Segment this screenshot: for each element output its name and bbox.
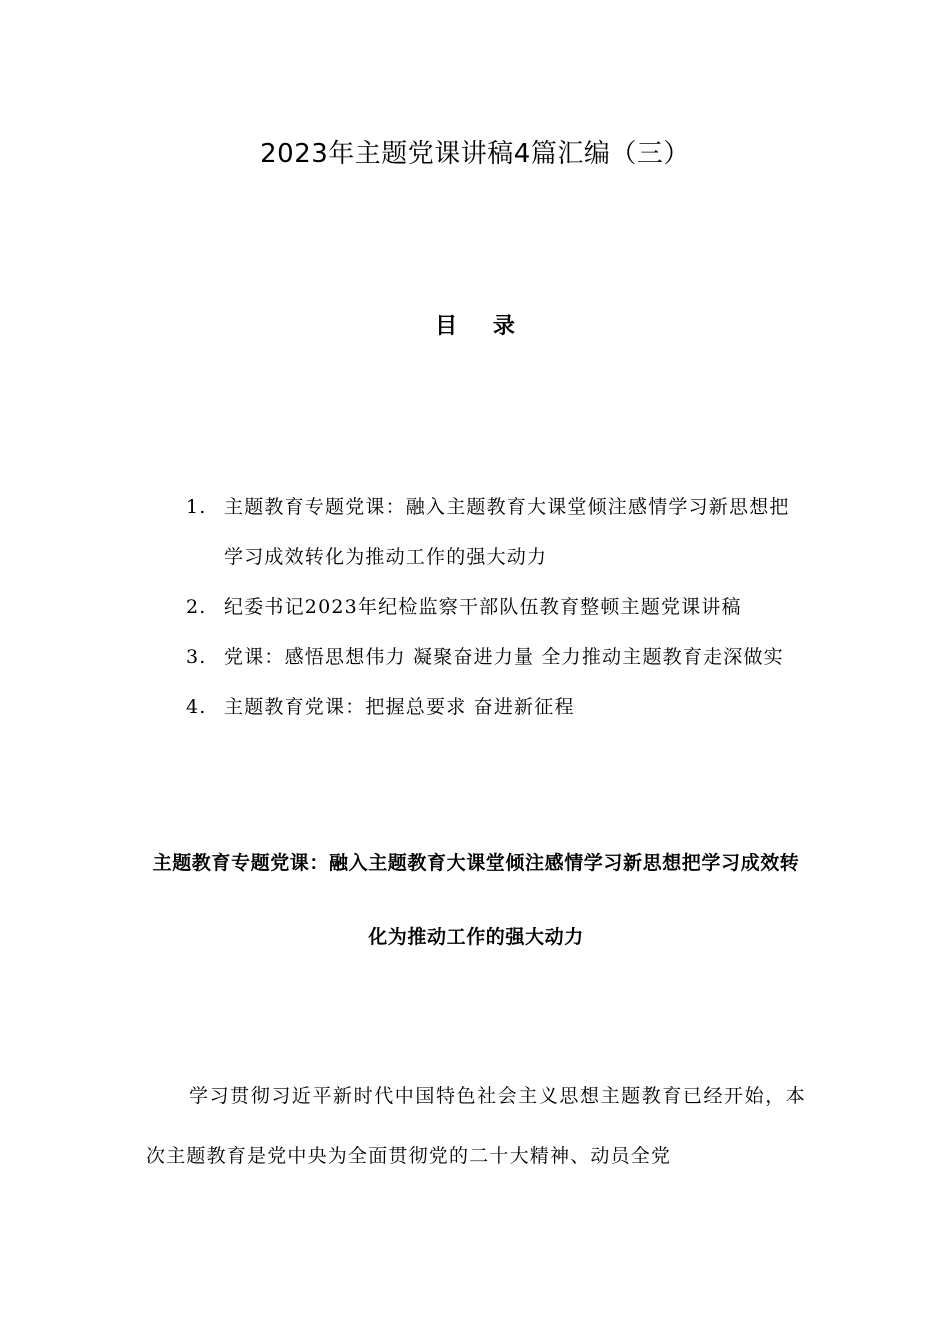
- section-heading: 主题教育专题党课：融入主题教育大课堂倾注感情学习新思想把学习成效转化为推动工作的强大动力: [152, 852, 800, 948]
- toc-item-1: [186, 482, 806, 582]
- toc-item-number: 3.: [186, 646, 207, 668]
- toc-item-text: 纪委书记2023年纪检监察干部队伍教育整顿主题党课讲稿: [224, 596, 742, 618]
- toc-item-text: 主题教育党课：把握总要求 奋进新征程: [224, 696, 575, 718]
- table-of-contents: [186, 482, 806, 732]
- toc-item-2: [186, 582, 806, 632]
- toc-item-text: 主题教育专题党课：融入主题教育大课堂倾注感情学习新思想把学习成效转化为推动工作的强大动力: [224, 496, 790, 568]
- toc-item-3: [186, 632, 806, 682]
- toc-item-number: 4.: [186, 696, 207, 718]
- toc-item-text: 党课：感悟思想伟力 凝聚奋进力量 全力推动主题教育走深做实: [224, 646, 784, 668]
- body-paragraph: 学习贯彻习近平新时代中国特色社会主义思想主题教育已经开始，本次主题教育是党中央为全面贯彻党的二十大精神、动员全党: [146, 1085, 806, 1167]
- toc-item-number: 2.: [186, 596, 207, 618]
- toc-item-4: [186, 682, 806, 732]
- toc-heading: 目 录: [435, 314, 515, 339]
- document-title: 2023年主题党课讲稿4篇汇编（三）: [260, 139, 690, 169]
- toc-item-number: 1.: [186, 496, 207, 518]
